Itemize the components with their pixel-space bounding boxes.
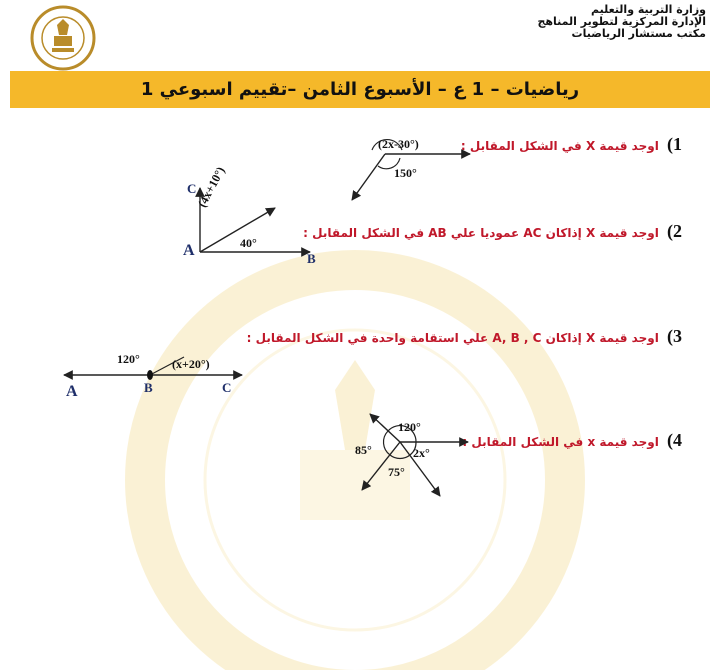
ministry-line-1: وزارة التربية والتعليم: [591, 3, 706, 16]
question-4: [462, 430, 682, 451]
figure-3-angle-right: (x+20°): [172, 357, 210, 371]
ministry-logo: [30, 5, 96, 71]
figure-2-point-b: B: [307, 251, 316, 266]
figure-3-point-c: C: [222, 380, 232, 395]
figure-3-point-b: B: [144, 380, 153, 395]
question-1-number: 1): [667, 134, 682, 154]
ministry-line-3: مكتب مستشار الرياضيات: [571, 27, 706, 40]
figure-4-angle-right: 2x°: [413, 446, 430, 460]
question-1-text: اوجد قيمة X في الشكل المقابل :: [460, 139, 659, 153]
question-1: [461, 134, 682, 155]
question-2-number: 2): [667, 221, 682, 241]
ministry-line-2: الإدارة المركزية لتطوير المناهج: [537, 15, 706, 28]
banner-title: رياضيات – 1 ع – الأسبوع الثامن –تقييم اسبوعي 1: [140, 79, 580, 100]
ministry-header: [537, 4, 706, 40]
question-4-number: 4): [667, 430, 682, 450]
figure-2-angle-value: 40°: [240, 236, 257, 250]
figure-4-angle-left: 85°: [355, 443, 372, 457]
figure-2-point-a: A: [183, 242, 195, 259]
figure-1-angle-top: (2x-30°): [378, 137, 419, 151]
question-3-text: اوجد قيمة X إذاكان A, B , C علي استقامة واحدة في الشكل المقابل :: [246, 331, 659, 345]
figure-1-angle-bottom: 150°: [394, 166, 417, 180]
question-2: [303, 221, 682, 242]
figure-2-angle-expr: (4x+10°): [194, 164, 228, 210]
figure-4-angle-bottom: 75°: [388, 465, 405, 479]
title-banner: [10, 71, 710, 108]
question-3-number: 3): [667, 326, 682, 346]
question-2-text: اوجد قيمة X إذاكان AC عموديا علي AB في الشكل المقابل :: [303, 226, 659, 240]
figure-3-angle-left: 120°: [117, 352, 140, 366]
figure-2-point-c: C: [187, 181, 197, 196]
question-3: [247, 326, 682, 347]
figure-4-angle-top: 120°: [398, 420, 421, 434]
figure-3-point-a: A: [66, 383, 78, 400]
question-4-text: اوجد قيمة x في الشكل المقابل :: [462, 435, 659, 449]
